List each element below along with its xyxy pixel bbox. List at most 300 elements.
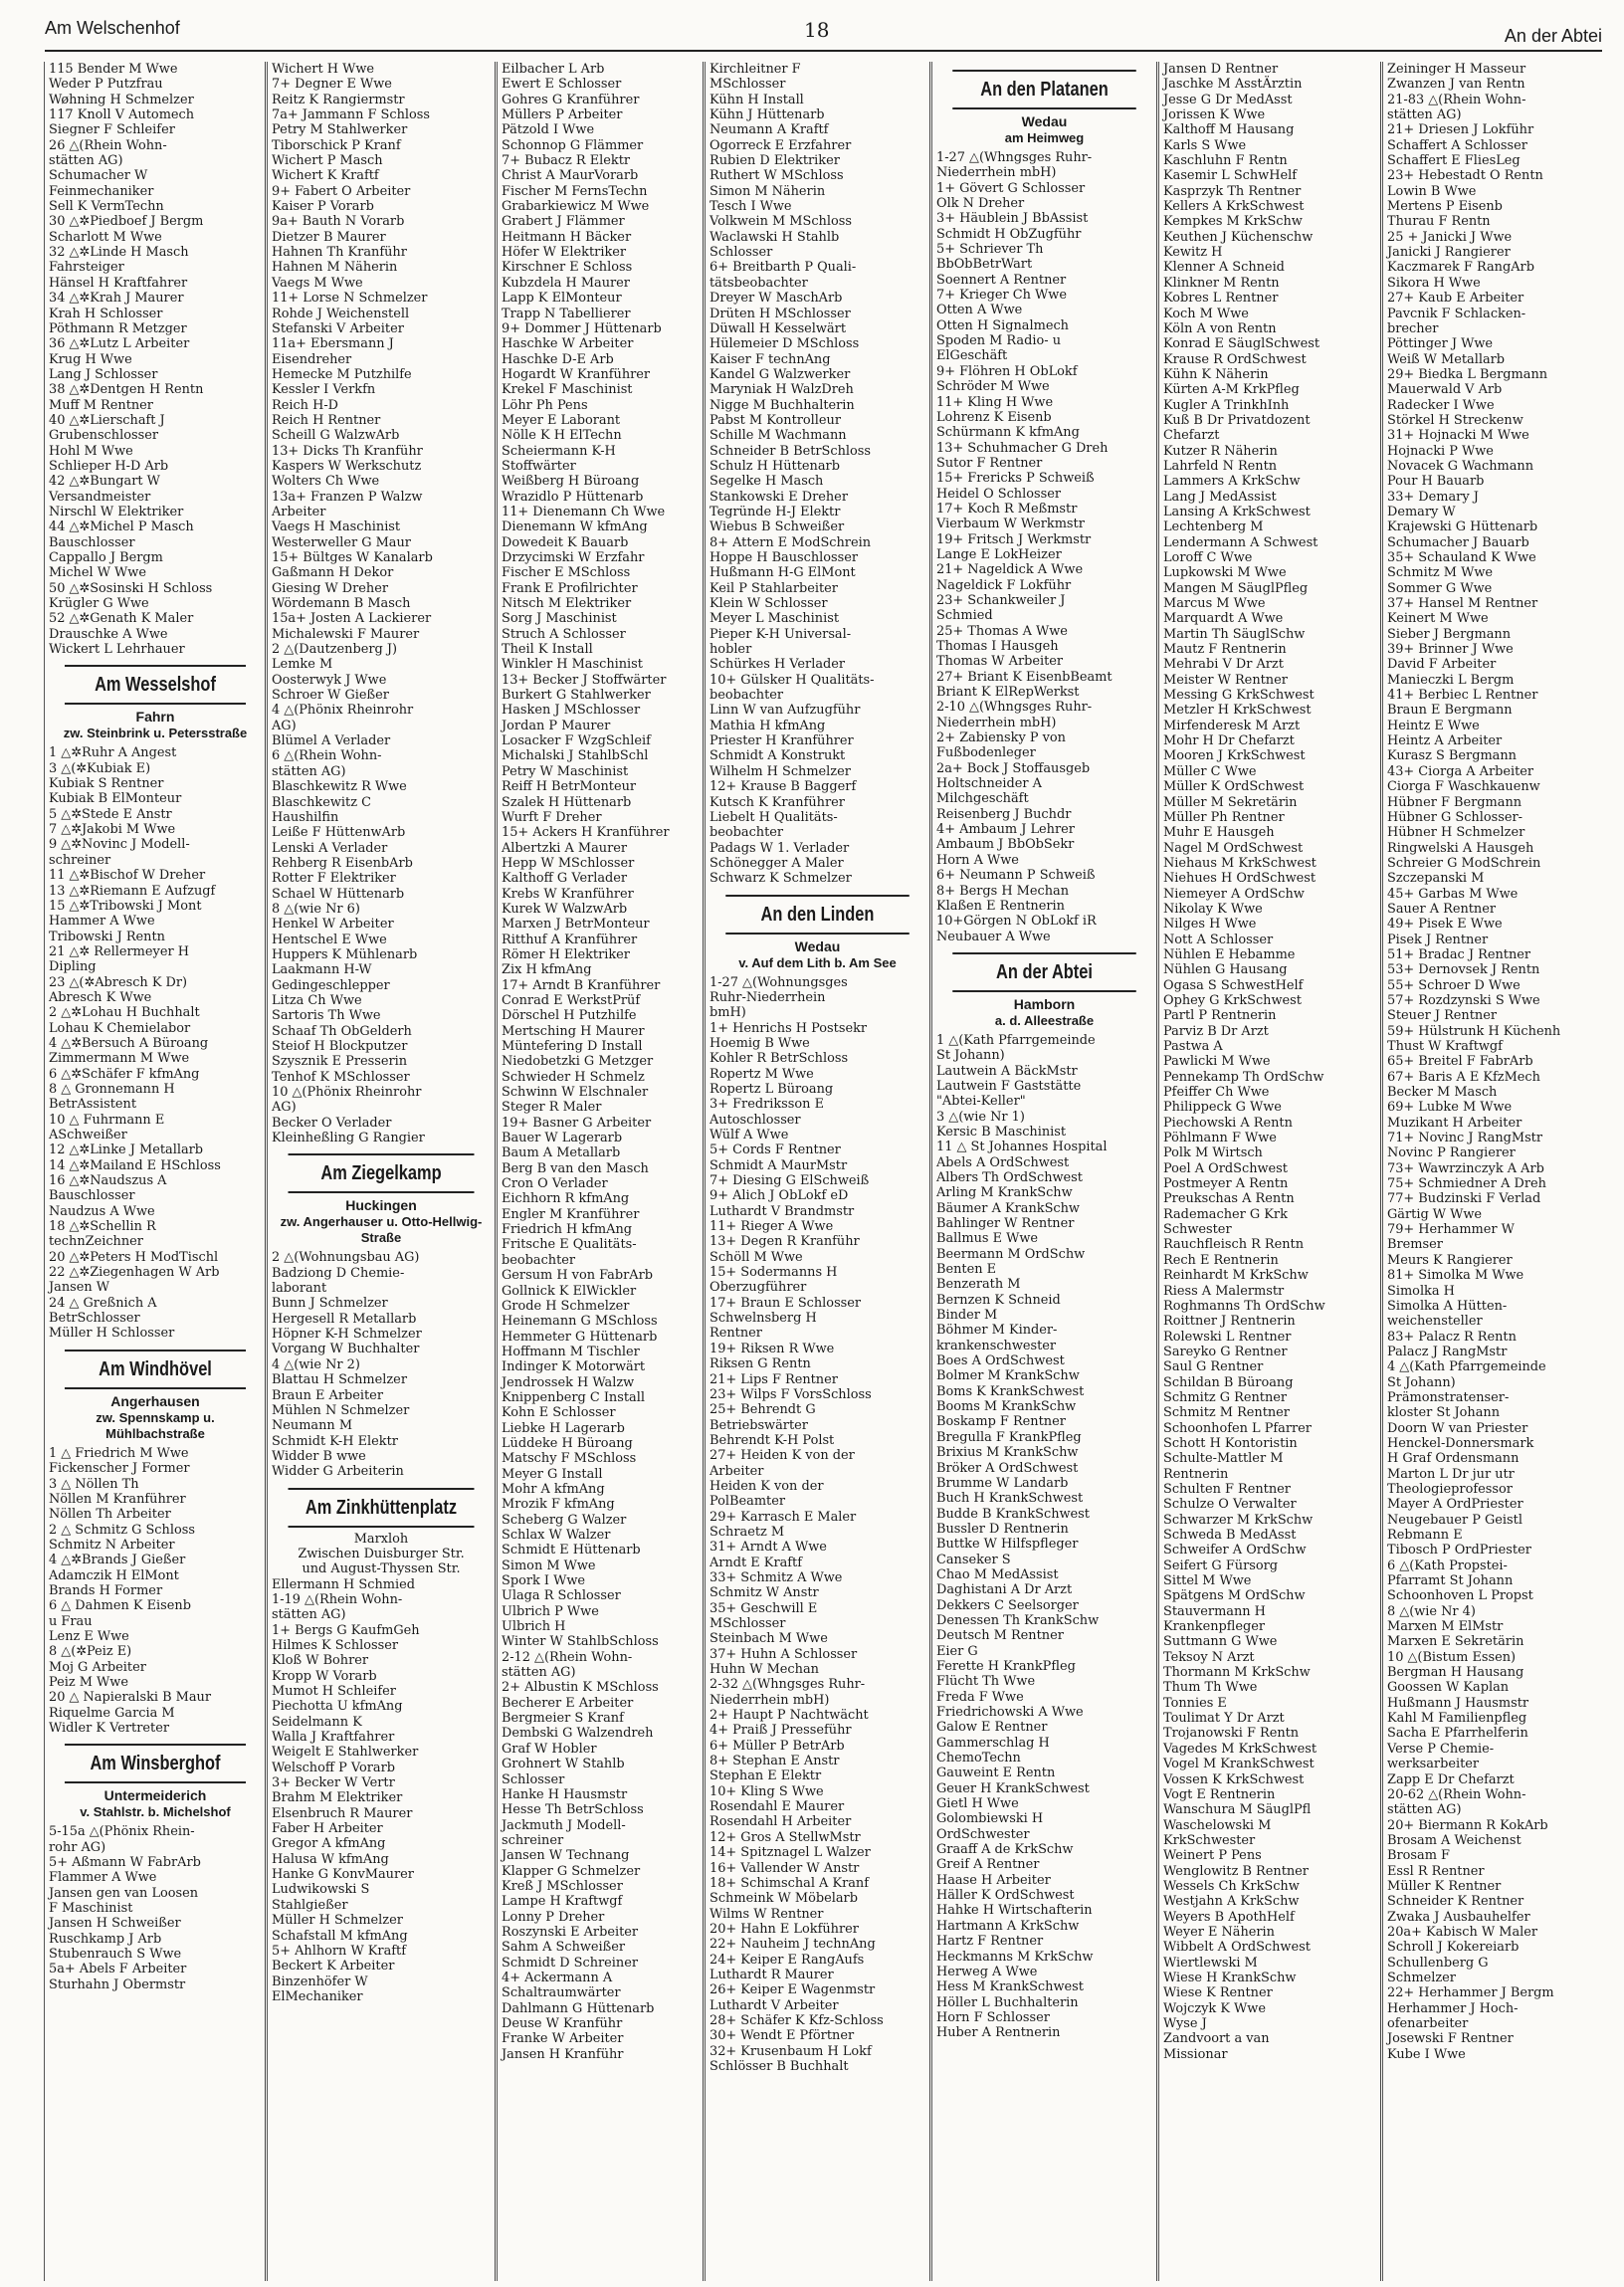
resident-entry: Vogt E Rentnerin <box>1163 1786 1276 1802</box>
resident-entry: 5+ Schriever Th <box>936 242 1044 258</box>
resident-entry: 11+ Rieger A Wwe <box>710 1219 834 1235</box>
resident-entry: 9+ Fabert O Arbeiter <box>272 183 411 199</box>
street-heading: An den Platanen <box>952 70 1136 109</box>
resident-entry: bmH) <box>710 1005 746 1021</box>
resident-entry: Franke W Arbeiter <box>502 2031 624 2047</box>
resident-entry: Sikora H Wwe <box>1387 275 1481 291</box>
resident-entry: 23+ Hebestadt O Rentn <box>1387 168 1543 184</box>
resident-entry: Keil P Stahlarbeiter <box>710 580 838 596</box>
resident-entry: 15a+ Josten A Lackierer <box>272 611 432 627</box>
resident-entry: Nühlen G Hausang <box>1163 962 1288 978</box>
resident-entry: Hesse Th BetrSchloss <box>502 1802 644 1818</box>
resident-entry: Rubien D Elektriker <box>710 153 840 169</box>
resident-entry: Ulaga R Schlosser <box>502 1588 621 1604</box>
resident-entry: Kirchleitner F <box>710 62 801 77</box>
resident-entry: 26 △(Rhein Wohn- <box>49 137 167 153</box>
resident-entry: Lansing A KrkSchwest <box>1163 504 1311 520</box>
resident-entry: Wiebus B Schweißer <box>710 520 845 535</box>
resident-entry: Lang J Schlosser <box>49 366 158 382</box>
resident-entry: 11+ Lorse N Schmelzer <box>272 291 428 307</box>
resident-entry: Preukschas A Rentn <box>1163 1191 1295 1207</box>
resident-entry: Karls S Wwe <box>1163 137 1247 153</box>
resident-entry: Badziong D Chemie- <box>272 1265 405 1281</box>
resident-entry: Reisenberg J Buchdr <box>936 806 1072 822</box>
resident-entry: Hahnen Th Kranführ <box>272 245 407 261</box>
resident-entry: Kaspers W Werkschutz <box>272 458 422 474</box>
resident-entry: Stankowski E Dreher <box>710 489 848 505</box>
resident-entry: Klein W Schlosser <box>710 596 828 612</box>
resident-entry: 8 △ Gronnemann H <box>49 1081 175 1097</box>
resident-entry: Stoffwärter <box>502 458 576 474</box>
resident-entry: Mohr H Dr Chefarzt <box>1163 733 1295 749</box>
resident-entry: Beermann M OrdSchw <box>936 1246 1086 1262</box>
resident-entry: Rehberg R EisenbArb <box>272 855 413 871</box>
resident-entry: 25 + Janicki J Wwe <box>1387 229 1513 245</box>
resident-entry: Engler M Kranführer <box>502 1206 640 1222</box>
resident-entry: Hentschel E Wwe <box>272 932 387 947</box>
resident-entry: 32 △✲Linde H Masch <box>49 245 189 261</box>
resident-entry: Müllers P Arbeiter <box>502 107 623 123</box>
resident-entry: Gollnick K ElWickler <box>502 1283 637 1299</box>
resident-entry: Schoonhofen L Pfarrer <box>1163 1420 1312 1436</box>
resident-entry: Volkwein M MSchloss <box>710 214 852 230</box>
resident-entry: 16 △✲Naudszus A <box>49 1173 167 1189</box>
resident-entry: 1+ Gövert G Schlosser <box>936 180 1086 196</box>
street-range: v. Auf dem Lith b. Am See <box>738 954 897 970</box>
resident-entry: Köln A von Rentn <box>1163 320 1277 336</box>
resident-entry: Krankenpfleger <box>1163 1619 1266 1635</box>
resident-entry: Kubzdela H Maurer <box>502 275 630 291</box>
resident-entry: Kohn E Schlosser <box>502 1405 616 1421</box>
resident-entry: stätten AG) <box>272 1607 346 1623</box>
resident-entry: Kubiak S Rentner <box>49 776 164 792</box>
resident-entry: 17+ Braun E Schlosser <box>710 1295 862 1311</box>
resident-entry: Drauschke A Wwe <box>49 626 168 642</box>
resident-entry: 67+ Baris A E KfzMech <box>1387 1069 1540 1085</box>
resident-entry: Albers Th OrdSchwest <box>936 1169 1083 1185</box>
resident-entry: Hemecke M Putzhilfe <box>272 366 412 382</box>
resident-entry: Novinc P Rangierer <box>1387 1145 1516 1161</box>
resident-entry: Ulbrich H <box>502 1619 566 1635</box>
resident-entry: Heintz A Arbeiter <box>1387 733 1503 749</box>
resident-entry: Benzerath M <box>936 1277 1021 1293</box>
resident-entry: MSchlosser <box>710 77 786 93</box>
resident-entry: Cron O Verlader <box>502 1176 608 1192</box>
header-rule <box>45 50 1602 52</box>
resident-entry: Gammerschlag H <box>936 1735 1050 1751</box>
resident-entry: Schaffert E FliesLeg <box>1387 153 1521 169</box>
resident-entry: 55+ Schroer D Wwe <box>1387 977 1521 993</box>
resident-entry: Schmidt A Konstrukt <box>710 748 846 764</box>
resident-entry: 16+ Vallender W Anstr <box>710 1860 860 1876</box>
resident-entry: 20-62 △(Rhein Wohn- <box>1387 1786 1526 1802</box>
resident-entry: Jansen W <box>49 1280 110 1296</box>
resident-entry: Scheiermann K-H <box>502 443 616 459</box>
resident-entry: David F Arbeiter <box>1387 657 1497 673</box>
resident-entry: Schwarz K Schmelzer <box>710 871 852 887</box>
resident-entry: 40 △✲Lierschaft J <box>49 412 165 428</box>
resident-entry: Bremser <box>1387 1237 1443 1253</box>
resident-entry: Reiff H BetrMonteur <box>502 779 637 795</box>
resident-entry: 9+ Flöhren H ObLokf <box>936 363 1078 379</box>
resident-entry: Bröker A OrdSchwest <box>936 1460 1079 1476</box>
resident-entry: Lemke M <box>272 657 333 673</box>
resident-entry: 6 △ Dahmen K Eisenb <box>49 1598 191 1614</box>
resident-entry: Hammer A Wwe <box>49 914 155 930</box>
resident-entry: Lahrfeld N Rentn <box>1163 458 1278 474</box>
resident-entry: Hahnen M Näherin <box>272 260 398 276</box>
resident-entry: Schlosser <box>502 1771 565 1787</box>
resident-entry: 12+ Gros A StellwMstr <box>710 1829 861 1845</box>
resident-entry: Arbeiter <box>272 504 326 520</box>
resident-entry: 11a+ Ebersmann J <box>272 336 394 352</box>
resident-entry: Zimmermann M Wwe <box>49 1051 190 1067</box>
resident-entry: Schmidt A MaurMstr <box>710 1157 848 1173</box>
resident-entry: Bauschlosser <box>49 1188 135 1204</box>
resident-entry: Schoonhoven L Propst <box>1387 1588 1533 1604</box>
resident-entry: 71+ Novinc J RangMstr <box>1387 1131 1543 1146</box>
resident-entry: Bussler D Rentnerin <box>936 1521 1069 1537</box>
resident-entry: schreiner <box>502 1832 564 1848</box>
resident-entry: Reich H Rentner <box>272 412 381 428</box>
resident-entry: Scheill G WalzwArb <box>272 428 400 444</box>
resident-entry: Klinkner M Rentn <box>1163 275 1280 291</box>
resident-entry: Kubiak B ElMonteur <box>49 791 182 807</box>
resident-entry: Lüddeke H Büroang <box>502 1435 633 1451</box>
resident-entry: Kropp W Vorarb <box>272 1668 377 1684</box>
resident-entry: Westerweller G Maur <box>272 534 411 550</box>
resident-entry: hobler <box>710 642 752 658</box>
resident-entry: Krügler G Wwe <box>49 596 149 612</box>
resident-entry: 44 △✲Michel P Masch <box>49 520 194 535</box>
resident-entry: Widder G Arbeiterin <box>272 1464 404 1480</box>
resident-entry: Rohde J Weichenstell <box>272 306 410 321</box>
resident-entry: Pöhlmann F Wwe <box>1163 1131 1277 1146</box>
resident-entry: 37+ Hansel M Rentner <box>1387 596 1538 612</box>
resident-entry: Rentner <box>710 1326 762 1342</box>
resident-entry: Doorn W van Priester <box>1387 1420 1528 1436</box>
resident-entry: Budde B KrankSchwest <box>936 1506 1090 1522</box>
resident-entry: Berg B van den Masch <box>502 1160 649 1176</box>
resident-entry: Herhammer J Hoch- <box>1387 2000 1519 2016</box>
resident-entry: Kirschner E Schloss <box>502 260 633 276</box>
resident-entry: Henckel-Donnersmark <box>1387 1435 1534 1451</box>
resident-entry: Sahm A Schweißer <box>502 1940 626 1956</box>
directory-column-2 <box>267 62 495 2281</box>
resident-entry: Seifert G Fürsorg <box>1163 1558 1279 1573</box>
resident-entry: Meyer G Install <box>502 1466 603 1482</box>
resident-entry: Polk M Wirtsch <box>1163 1145 1263 1161</box>
resident-entry: ElMechaniker <box>272 1988 363 2004</box>
resident-entry: Demary W <box>1387 504 1456 520</box>
resident-entry: Hasken J MSchlosser <box>502 703 641 719</box>
resident-entry: Rosendahl E Maurer <box>710 1799 845 1815</box>
resident-entry: Boes A OrdSchwest <box>936 1353 1065 1369</box>
resident-entry: 4+ Ambaum J Lehrer <box>936 822 1075 838</box>
resident-entry: Christ A MaurVorarb <box>502 168 639 184</box>
resident-entry: 23+ Schankweiler J <box>936 592 1066 608</box>
resident-entry: technZeichner <box>49 1234 143 1250</box>
resident-entry: Conrad E WerkstPrüf <box>502 992 641 1008</box>
resident-entry: Fritsche E Qualitäts- <box>502 1237 637 1253</box>
resident-entry: Krebs W Kranführer <box>502 886 634 902</box>
resident-entry: Haschke W Arbeiter <box>502 336 634 352</box>
resident-entry: brecher <box>1387 320 1439 336</box>
resident-entry: BetrAssistent <box>49 1097 137 1113</box>
resident-entry: Hußmann J Hausmstr <box>1387 1695 1529 1711</box>
resident-entry: Flücht Th Wwe <box>936 1674 1036 1690</box>
resident-entry: 29+ Biedka L Bergmann <box>1387 366 1548 382</box>
resident-entry: Hülemeier D MSchloss <box>710 336 860 352</box>
resident-entry: Waclawski H Stahlb <box>710 229 840 245</box>
resident-entry: Gregor A kfmAng <box>272 1836 386 1852</box>
resident-entry: Kempkes M KrkSchw <box>1163 214 1303 230</box>
resident-entry: Kahl M Familienpfleg <box>1387 1711 1527 1727</box>
resident-entry: 1 △ Friedrich M Wwe <box>49 1445 189 1461</box>
resident-entry: Pastwa A <box>1163 1039 1223 1054</box>
resident-entry: Wichert P Masch <box>272 153 383 169</box>
resident-entry: Chao M MedAssist <box>936 1566 1059 1582</box>
resident-entry: Marton L Dr jur utr <box>1387 1466 1515 1482</box>
resident-entry: Simon M Wwe <box>502 1558 596 1573</box>
resident-entry: Partl P Rentnerin <box>1163 1008 1277 1024</box>
resident-entry: Schroer W Gießer <box>272 688 389 704</box>
resident-entry: Hilmes K Schlosser <box>272 1637 399 1653</box>
resident-entry: Pabst M Kontrolleur <box>710 412 842 428</box>
resident-entry: 6+ Neumann P Schweiß <box>936 868 1096 884</box>
resident-entry: 10 △(Phönix Rheinrohr <box>272 1085 422 1101</box>
resident-entry: Schmidt E Hüttenarb <box>502 1543 641 1559</box>
resident-entry: Schmitz N Arbeiter <box>49 1537 175 1553</box>
resident-entry: 27+ Heiden K von der <box>710 1448 855 1464</box>
street-note: Marxloh <box>353 1531 409 1547</box>
resident-entry: Manieczki L Bergm <box>1387 672 1515 688</box>
resident-entry: 4 △✲Bersuch A Büroang <box>49 1035 209 1051</box>
resident-entry: Konrad E SäuglSchwest <box>1163 336 1320 352</box>
resident-entry: Vierbaum W Werkmstr <box>936 517 1085 532</box>
resident-entry: Wiese H KrankSchw <box>1163 1970 1297 1985</box>
resident-entry: Brands H Former <box>49 1582 163 1598</box>
resident-entry: Theologieprofessor <box>1387 1481 1513 1497</box>
resident-entry: Nilges H Wwe <box>1163 917 1257 933</box>
resident-entry: Huhn W Mechan <box>710 1662 819 1678</box>
resident-entry: 35+ Schauland K Wwe <box>1387 550 1536 565</box>
resident-entry: 6 △(Rhein Wohn- <box>272 748 382 764</box>
resident-entry: Michalewski F Maurer <box>272 626 420 642</box>
resident-entry: Heintz E Wwe <box>1387 718 1480 733</box>
page-number: 18 <box>804 18 830 42</box>
resident-entry: Keuthen J Küchenschw <box>1163 229 1314 245</box>
resident-entry: Jaschke M AsstÄrztin <box>1163 77 1303 93</box>
resident-entry: Halusa W kfmAng <box>272 1851 389 1867</box>
resident-entry: 20+ Biermann R KokArb <box>1387 1817 1548 1833</box>
resident-entry: Binzenhöfer W <box>272 1974 368 1989</box>
resident-entry: 7+ Krieger Ch Wwe <box>936 288 1067 304</box>
resident-entry: Nühlen E Hebamme <box>1163 946 1296 962</box>
resident-entry: 27+ Briant K EisenbBeamt <box>936 669 1113 685</box>
resident-entry: weichensteller <box>1387 1314 1483 1330</box>
resident-entry: Schmidt D Schreiner <box>502 1955 639 1971</box>
resident-entry: Pfeiffer Ch Wwe <box>1163 1085 1270 1101</box>
resident-entry: Stefanski V Arbeiter <box>272 320 404 336</box>
resident-entry: Marxen E Sekretärin <box>1387 1634 1524 1650</box>
resident-entry: Schmitz M Rentner <box>1163 1405 1290 1421</box>
resident-entry: Müller M Sekretärin <box>1163 794 1298 810</box>
resident-entry: Wickert L Lehrhauer <box>49 642 185 658</box>
resident-entry: 31+ Arndt A Wwe <box>710 1540 827 1556</box>
resident-entry: 7+ Diesing G ElSchweiß <box>710 1173 870 1189</box>
resident-entry: 4 △✲Brands J Gießer <box>49 1553 186 1568</box>
resident-entry: Henkel W Arbeiter <box>272 917 394 933</box>
resident-entry: Schullenberg G <box>1387 1955 1489 1971</box>
resident-entry: Szalek H Hüttenarb <box>502 794 632 810</box>
running-head-left: Am Welschenhof <box>45 18 180 38</box>
resident-entry: 8 △(wie Nr 6) <box>272 901 360 917</box>
resident-entry: Mohr A kfmAng <box>502 1481 605 1497</box>
resident-entry: stätten AG) <box>1387 1802 1462 1818</box>
resident-entry: Vogel M KrankSchwest <box>1163 1757 1315 1772</box>
resident-entry: Linn W van Aufzugführ <box>710 703 861 719</box>
resident-entry: Häller K OrdSchwest <box>936 1888 1075 1904</box>
resident-entry: 73+ Wawrzinczyk A Arb <box>1387 1160 1544 1176</box>
resident-entry: Schmitz M Wwe <box>1387 565 1493 581</box>
resident-entry: Jordan P Maurer <box>502 718 611 733</box>
resident-entry: Schröder M Wwe <box>936 379 1050 395</box>
resident-entry: Booms M KrankSchw <box>936 1399 1077 1415</box>
resident-entry: Steuer J Rentner <box>1387 1008 1498 1024</box>
resident-entry: 24+ Keiper E RangAufs <box>710 1952 865 1968</box>
resident-entry: Heitmann H Bäcker <box>502 229 632 245</box>
resident-entry: Hahke H Wirtschafterin <box>936 1903 1093 1919</box>
resident-entry: Jesse G Dr MedAsst <box>1163 92 1293 107</box>
resident-entry: stätten AG) <box>272 763 346 779</box>
resident-entry: Düwall H Kesselwärt <box>710 320 846 336</box>
resident-entry: 42 △✲Bungart W <box>49 474 160 490</box>
resident-entry: Thomas W Arbeiter <box>936 654 1064 670</box>
resident-entry: Böhmer M Kinder- <box>936 1323 1058 1339</box>
resident-entry: Schwarzer M KrkSchw <box>1163 1512 1314 1528</box>
resident-entry: Wyse J <box>1163 2016 1207 2031</box>
resident-entry: Schmitz W Anstr <box>710 1585 819 1601</box>
resident-entry: Wolters Ch Wwe <box>272 474 380 490</box>
resident-entry: Westjahn A KrkSchw <box>1163 1894 1300 1910</box>
resident-entry: Schlieper H-D Arb <box>49 458 169 474</box>
resident-entry: Weyers B ApothHelf <box>1163 1909 1295 1925</box>
resident-entry: Niedobetzki G Metzger <box>502 1054 654 1070</box>
resident-entry: 1-27 △(Whngsges Ruhr- <box>936 150 1093 165</box>
resident-entry: Kreß J MSchlosser <box>502 1878 623 1894</box>
resident-entry: Niederrhein mbH) <box>710 1692 830 1708</box>
resident-entry: Hergesell R Metallarb <box>272 1311 417 1327</box>
resident-entry: Wichert K Kraftf <box>272 168 379 184</box>
resident-entry: Nigge M Buchhalterin <box>710 397 855 413</box>
resident-entry: Ruthert W MSchloss <box>710 168 844 184</box>
resident-entry: Jansen gen van Loosen <box>49 1885 199 1901</box>
resident-entry: Haushilfin <box>272 809 339 825</box>
resident-entry: Liebelt H Qualitäts- <box>710 809 838 825</box>
resident-entry: Kasemir L SchwHelf <box>1163 168 1297 184</box>
resident-entry: BetrSchlosser <box>49 1311 140 1327</box>
resident-entry: Brosam A Weichenst <box>1387 1832 1522 1848</box>
resident-entry: Jendrossek H Walzw <box>502 1374 635 1390</box>
resident-entry: Mooren J KrkSchwest <box>1163 748 1306 764</box>
resident-entry: Petry W Maschinist <box>502 763 629 779</box>
resident-entry: Hoemig B Wwe <box>710 1035 810 1051</box>
resident-entry: 2+ Haupt P Nachtwächt <box>710 1708 869 1724</box>
resident-entry: ElGeschäft <box>936 348 1008 364</box>
resident-entry: Gaßmann H Dekor <box>272 565 394 581</box>
resident-entry: Greif A Rentner <box>936 1857 1040 1873</box>
resident-entry: Marcus M Wwe <box>1163 596 1266 612</box>
resident-entry: 9+ Dommer J Hüttenarb <box>502 320 662 336</box>
resident-entry: Fahrsteiger <box>49 260 124 276</box>
resident-entry: Kutzer R Näherin <box>1163 443 1278 459</box>
resident-entry: Widler K Vertreter <box>49 1721 169 1736</box>
resident-entry: Prämonstratenser- <box>1387 1389 1510 1405</box>
resident-entry: Rolewski L Rentner <box>1163 1329 1292 1345</box>
resident-entry: 8+ Bergs H Mechan <box>936 883 1070 899</box>
resident-entry: Ropertz M Wwe <box>710 1066 814 1082</box>
resident-entry: Hußmann H-G ElMont <box>710 565 856 581</box>
resident-entry: 3 △(wie Nr 1) <box>936 1109 1025 1125</box>
resident-entry: Pätzold I Wwe <box>502 122 595 138</box>
resident-entry: Roghmanns Th OrdSchw <box>1163 1298 1325 1314</box>
resident-entry: Wördemann B Masch <box>272 596 411 612</box>
resident-entry: Kugler A TrinkhInh <box>1163 397 1290 413</box>
resident-entry: Schulte-Mattler M <box>1163 1451 1284 1467</box>
resident-entry: Drüten H MSchlosser <box>710 306 851 321</box>
resident-entry: Schürmann K kfmAng <box>936 425 1080 441</box>
resident-entry: u Frau <box>49 1613 93 1629</box>
resident-entry: Dekkers C Seelsorger <box>936 1597 1079 1613</box>
resident-entry: Huppers K Mühlenarb <box>272 946 418 962</box>
resident-entry: Janicki J Rangierer <box>1387 245 1511 261</box>
resident-entry: Huber A Rentnerin <box>936 2025 1061 2041</box>
resident-entry: Wøhning H Schmelzer <box>49 92 194 107</box>
resident-entry: Schumacher J Bauarb <box>1387 534 1529 550</box>
resident-entry: Dembski G Walzendreh <box>502 1726 654 1742</box>
resident-entry: Simolka H <box>1387 1283 1455 1299</box>
resident-entry: Müntefering D Install <box>502 1039 643 1054</box>
resident-entry: Neumann A Kraftf <box>710 122 829 138</box>
resident-entry: Sell K VermTechn <box>49 199 164 215</box>
resident-entry: Müller H Schmelzer <box>272 1913 403 1929</box>
resident-entry: Leiße F HüttenwArb <box>272 825 406 841</box>
resident-entry: Sorg J Maschinist <box>502 611 617 627</box>
resident-entry: Versandmeister <box>49 489 151 505</box>
resident-entry: 15+ Bültges W Kanalarb <box>272 550 433 565</box>
resident-entry: Seidelmann K <box>272 1714 362 1730</box>
resident-entry: Vagedes M KrkSchwest <box>1163 1741 1317 1757</box>
resident-entry: Rauchfleisch R Rentn <box>1163 1237 1305 1253</box>
resident-entry: Niehaus M KrkSchwest <box>1163 855 1317 871</box>
resident-entry: Losacker F WzgSchleif <box>502 733 651 749</box>
resident-entry: 14 △✲Mailand E HSchloss <box>49 1157 221 1173</box>
resident-entry: Thormann M KrkSchw <box>1163 1665 1311 1681</box>
resident-entry: 4 △(wie Nr 2) <box>272 1356 360 1372</box>
resident-entry: Toulimat Y Dr Arzt <box>1163 1711 1285 1727</box>
resident-entry: Tegründe H-J Elektr <box>710 504 841 520</box>
resident-entry: Krug H Wwe <box>49 351 132 367</box>
resident-entry: 5 △✲Stede E Anstr <box>49 806 172 822</box>
resident-entry: 6+ Müller P BetrArb <box>710 1738 845 1754</box>
resident-entry: Hohl M Wwe <box>49 443 133 459</box>
resident-entry: Thurau F Rentn <box>1387 214 1491 230</box>
resident-entry: Fischer E MSchloss <box>502 565 631 581</box>
resident-entry: Kewitz H <box>1163 245 1223 261</box>
resident-entry: Martin Th SäuglSchw <box>1163 626 1306 642</box>
resident-entry: Horn A Wwe <box>936 852 1019 868</box>
